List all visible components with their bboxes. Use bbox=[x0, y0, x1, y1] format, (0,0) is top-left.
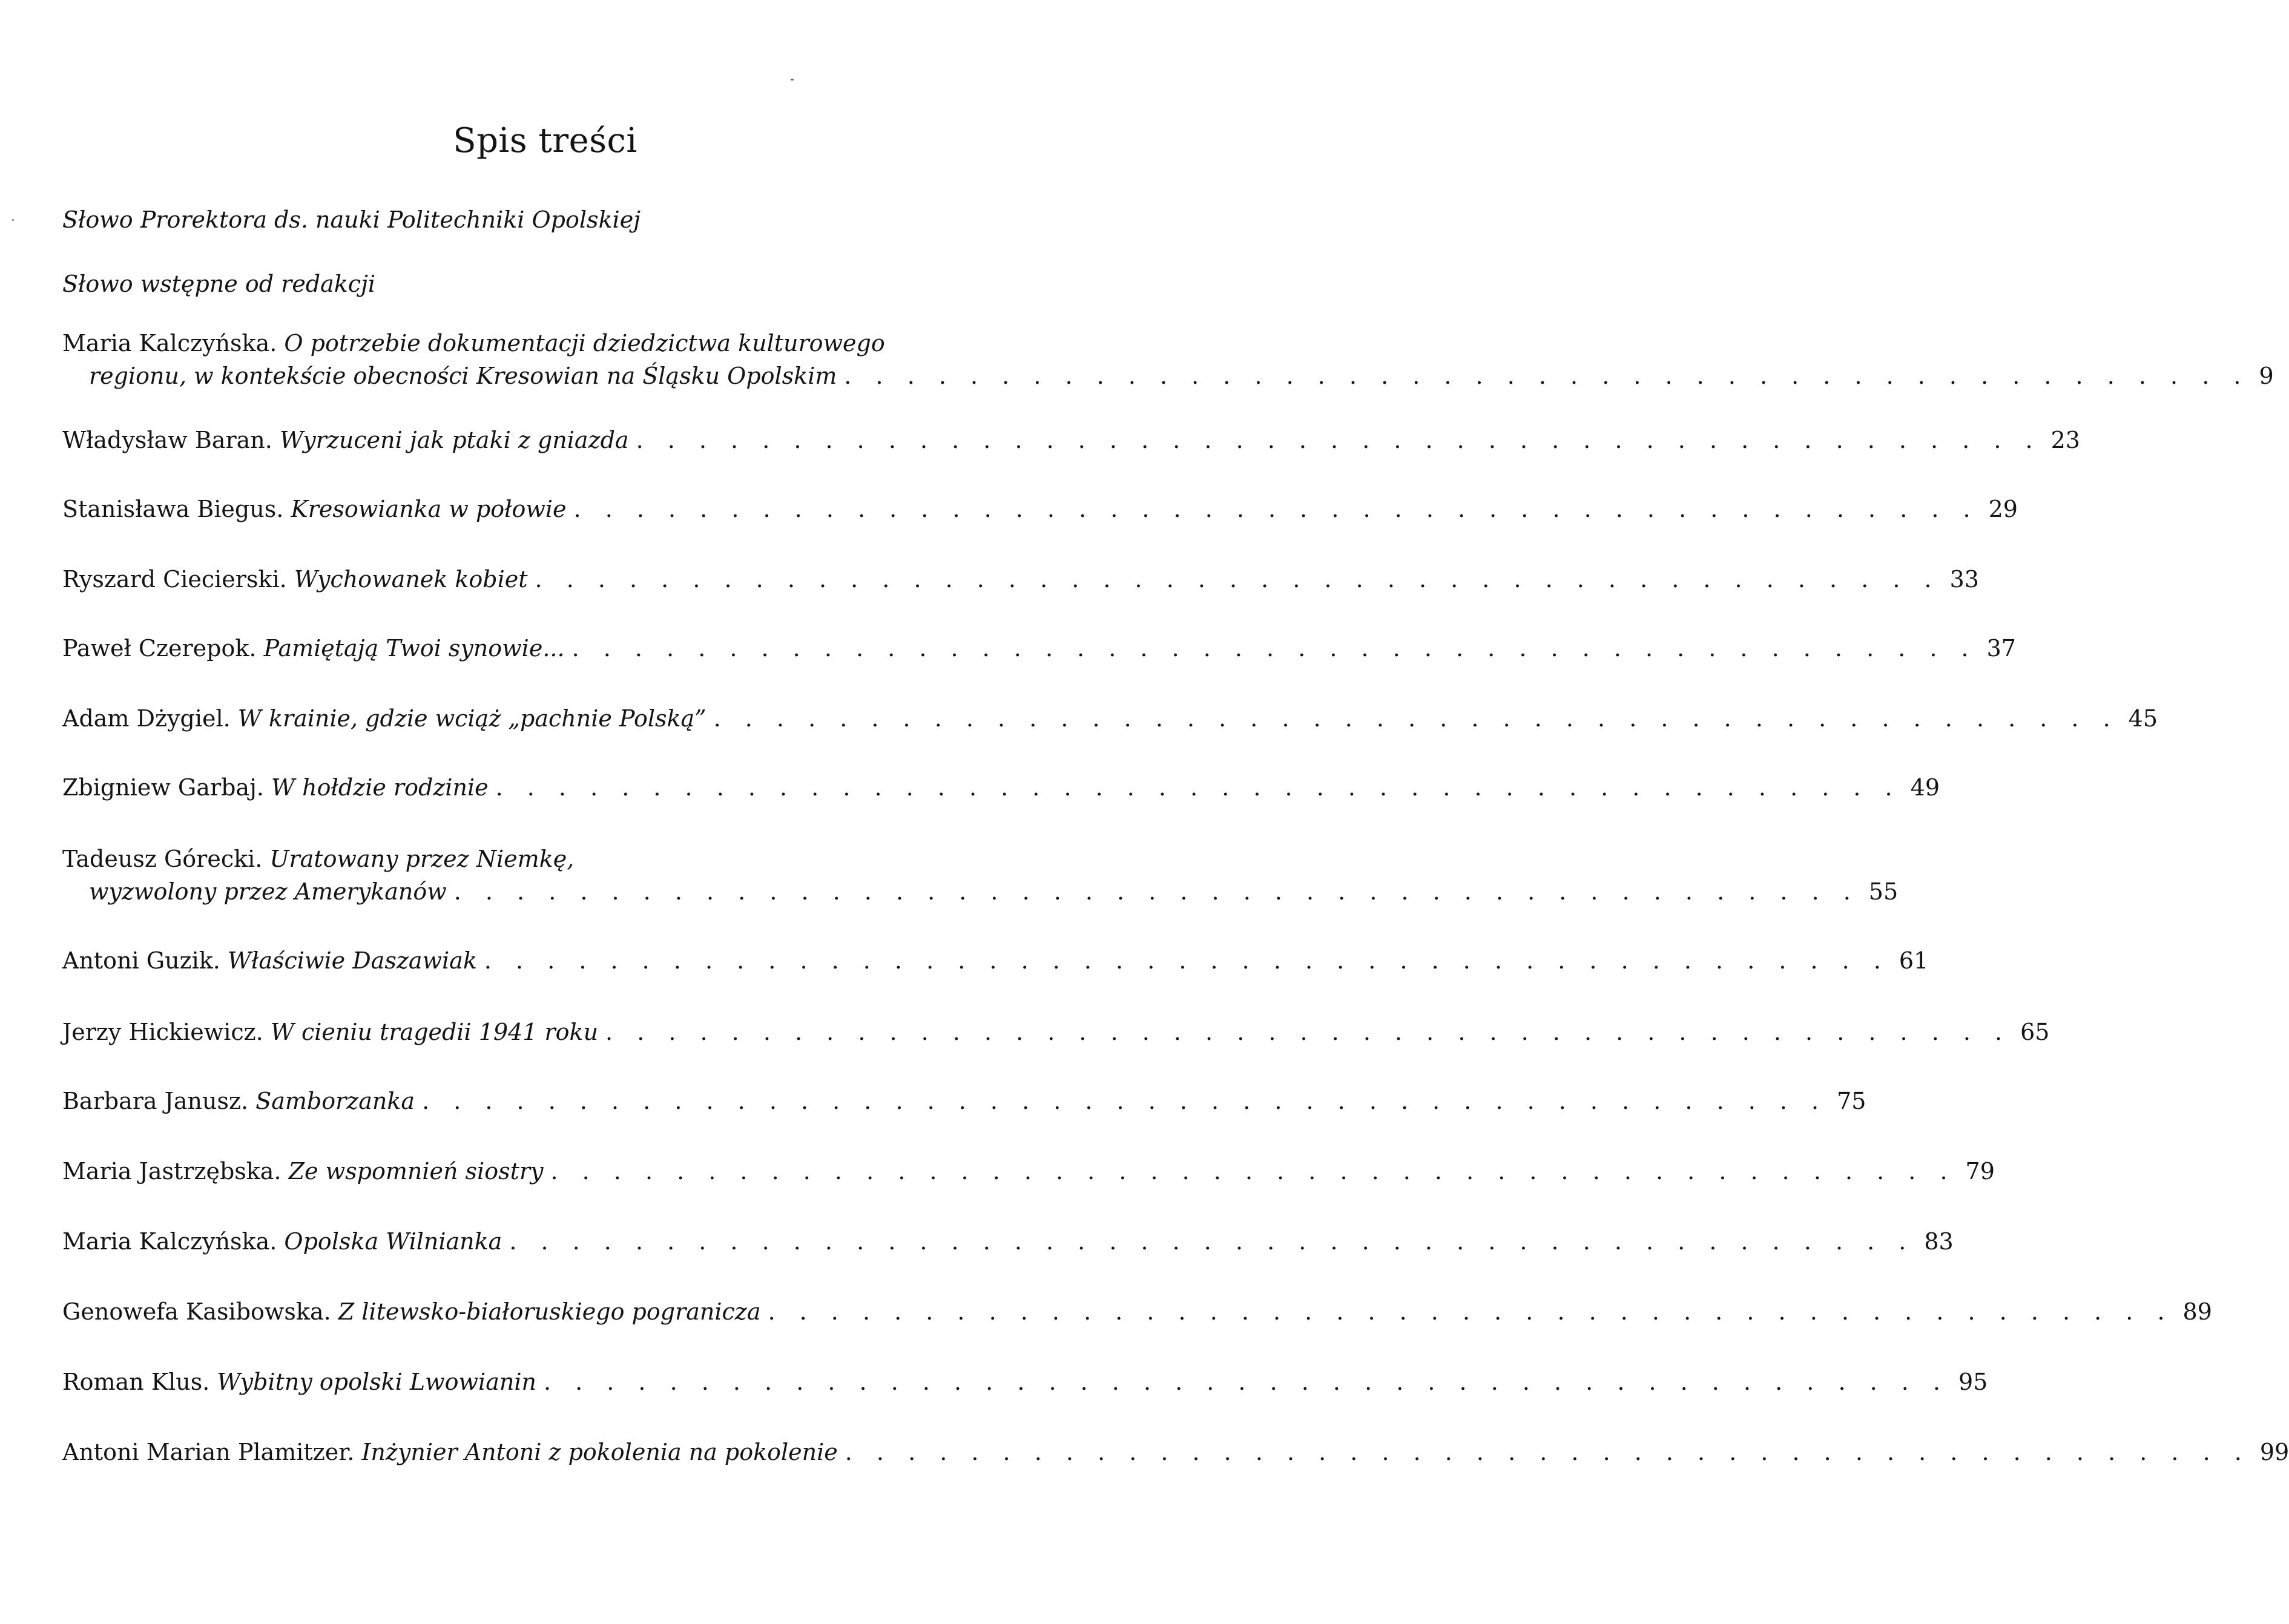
entry-author: Maria Kalczyńska. bbox=[62, 330, 277, 357]
entry-title: Właściwie Daszawiak bbox=[227, 947, 477, 974]
entry-title: W hołdzie rodzinie bbox=[271, 774, 489, 801]
entry-author: Paweł Czerepok. bbox=[62, 635, 257, 662]
toc-entry bbox=[62, 1436, 2289, 1468]
dot-leader: . . . . . . . . . . . . . . . . . . . . . . . . . . . . . . . . . . . . . . . . . . . . . bbox=[484, 947, 1889, 974]
dot-leader: . . . . . . . . . . . . . . . . . . . . . . . . . . . . . . . . . . . . . . . . . . . . . bbox=[535, 566, 1940, 593]
entry-title: Inżynier Antoni z pokolenia na pokolenie bbox=[361, 1439, 838, 1465]
entry-page-number: 33 bbox=[1949, 566, 1979, 593]
dot-leader: . . . . . . . . . . . . . . . . . . . . . . . . . . . . . . . . . . . . . . . . . . . . . bbox=[636, 427, 2041, 453]
scan-speck bbox=[12, 219, 14, 221]
entry-title: Pamiętają Twoi synowie... bbox=[263, 635, 565, 662]
entry-page-number: 37 bbox=[1986, 635, 2016, 662]
entry-title: Uratowany przez Niemkę, bbox=[269, 846, 575, 872]
entry-author: Ryszard Ciecierski. bbox=[62, 566, 287, 593]
dot-leader: . . . . . . . . . . . . . . . . . . . . . . . . . . . . . . . . . . . . . . . . . . . . . bbox=[571, 635, 1977, 662]
entry-author: Zbigniew Garbaj. bbox=[62, 774, 264, 801]
entry-title: Wyrzuceni jak ptaki z gniazda bbox=[279, 427, 629, 453]
entry-title: Wybitny opolski Lwowianin bbox=[217, 1369, 536, 1395]
entry-page-number: 9 bbox=[2259, 363, 2274, 389]
entry-title: Kresowianka w połowie bbox=[291, 496, 567, 522]
entry-author: Maria Kalczyńska. bbox=[62, 1228, 277, 1255]
toc-entry bbox=[62, 1366, 1988, 1398]
entry-author: Stanisława Biegus. bbox=[62, 496, 284, 522]
dot-leader: . . . . . . . . . . . . . . . . . . . . . . . . . . . . . . . . . . . . . . . . . . . . . bbox=[573, 496, 1979, 522]
entry-author: Jerzy Hickiewicz. bbox=[62, 1019, 263, 1045]
entry-author: Antoni Marian Plamitzer. bbox=[62, 1439, 355, 1465]
entry-page-number: 49 bbox=[1910, 774, 1940, 801]
dot-leader: . . . . . . . . . . . . . . . . . . . . . . . . . . . . . . . . . . . . . . . . . . . . . bbox=[845, 1439, 2250, 1465]
entry-page-number: 89 bbox=[2182, 1298, 2212, 1325]
toc-entry bbox=[62, 771, 1940, 804]
entry-title: Słowo wstępne od redakcji bbox=[62, 271, 376, 297]
dot-leader: . . . . . . . . . . . . . . . . . . . . . . . . . . . . . . . . . . . . . . . . . . . . . bbox=[543, 1369, 1949, 1395]
toc-entry bbox=[62, 493, 2018, 525]
entry-author: Genowefa Kasibowska. bbox=[62, 1298, 331, 1325]
entry-author: Barbara Janusz. bbox=[62, 1088, 249, 1114]
entry-page-number: 95 bbox=[1958, 1369, 1988, 1395]
entry-page-number: 55 bbox=[1868, 878, 1899, 905]
entry-title: Wychowanek kobiet bbox=[294, 566, 528, 593]
entry-page-number: 83 bbox=[1924, 1228, 1954, 1255]
toc-entry bbox=[62, 1225, 1954, 1258]
entry-author: Roman Klus. bbox=[62, 1369, 210, 1395]
entry-page-number: 61 bbox=[1899, 947, 1929, 974]
dot-leader: . . . . . . . . . . . . . . . . . . . . . . . . . . . . . . . . . . . . . . . . . . . . . bbox=[422, 1088, 1828, 1114]
entry-author: Antoni Guzik. bbox=[62, 947, 220, 974]
entry-page-number: 75 bbox=[1837, 1088, 1866, 1114]
entry-title: Z litewsko-białoruskiego pogranicza bbox=[338, 1298, 761, 1325]
toc-entry bbox=[62, 424, 2080, 456]
entry-title: Słowo Prorektora ds. nauki Politechniki Opolskiej bbox=[62, 206, 641, 233]
entry-page-number: 99 bbox=[2259, 1439, 2289, 1465]
entry-author: Maria Jastrzębska. bbox=[62, 1158, 282, 1185]
entry-title: Ze wspomnień siostry bbox=[288, 1158, 544, 1185]
entry-title-continued: regionu, w kontekście obecności Kresowian na Śląsku Opolskim bbox=[89, 363, 837, 389]
entry-author: Adam Dżygiel. bbox=[62, 705, 231, 732]
entry-author: Władysław Baran. bbox=[62, 427, 272, 453]
dot-leader: . . . . . . . . . . . . . . . . . . . . . . . . . . . . . . . . . . . . . . . . . . . . . bbox=[605, 1019, 2011, 1045]
toc-entry bbox=[62, 1085, 1866, 1117]
dot-leader: . . . . . . . . . . . . . . . . . . . . . . . . . . . . . . . . . . . . . . . . . . . . . bbox=[495, 774, 1901, 801]
toc-entry bbox=[62, 702, 2158, 735]
entry-page-number: 79 bbox=[1965, 1158, 1995, 1185]
dot-leader: . . . . . . . . . . . . . . . . . . . . . . . . . . . . . . . . . . . . . . . . . . . . . bbox=[509, 1228, 1915, 1255]
entry-page-number: 23 bbox=[2050, 427, 2080, 453]
toc-entry bbox=[62, 1155, 1995, 1188]
entry-title: Samborzanka bbox=[255, 1088, 415, 1114]
toc-entry bbox=[62, 327, 2274, 392]
entry-title: W cieniu tragedii 1941 roku bbox=[270, 1019, 599, 1045]
scan-speck bbox=[791, 79, 794, 81]
toc-entry bbox=[62, 1295, 2212, 1328]
toc-entry bbox=[62, 203, 898, 236]
dot-leader: . . . . . . . . . . . . . . . . . . . . . . . . . . . . . . . . . . . . . . . . . . . . . bbox=[453, 878, 1859, 905]
toc-entry bbox=[62, 1016, 2050, 1048]
page-title: Spis treści bbox=[453, 121, 637, 160]
dot-leader: . . . . . . . . . . . . . . . . . . . . . . . . . . . . . . . . . . . . . . . . . . . . . bbox=[550, 1158, 1956, 1185]
dot-leader: . . . . . . . . . . . . . . . . . . . . . . . . . . . . . . . . . . . . . . . . . . . . . bbox=[844, 363, 2250, 389]
entry-page-number: 45 bbox=[2128, 705, 2158, 732]
entry-author: Tadeusz Górecki. bbox=[62, 846, 263, 872]
entry-title: O potrzebie dokumentacji dziedzictwa kulturowego bbox=[284, 330, 885, 357]
entry-page-number: 65 bbox=[2020, 1019, 2050, 1045]
toc-entry bbox=[62, 843, 1899, 908]
toc-entry bbox=[62, 563, 1979, 596]
toc-entry bbox=[62, 632, 2016, 665]
dot-leader: . . . . . . . . . . . . . . . . . . . . . . . . . . . . . . . . . . . . . . . . . . . . . bbox=[768, 1298, 2173, 1325]
dot-leader: . . . . . . . . . . . . . . . . . . . . . . . . . . . . . . . . . . . . . . . . . . . . . bbox=[713, 705, 2119, 732]
entry-title-continued: wyzwolony przez Amerykanów bbox=[89, 878, 447, 905]
entry-title: W krainie, gdzie wciąż „pachnie Polską” bbox=[237, 705, 706, 732]
entry-page-number: 29 bbox=[1988, 496, 2018, 522]
toc-entry bbox=[62, 268, 898, 300]
entry-title: Opolska Wilnianka bbox=[284, 1228, 502, 1255]
toc-entry bbox=[62, 944, 1929, 977]
